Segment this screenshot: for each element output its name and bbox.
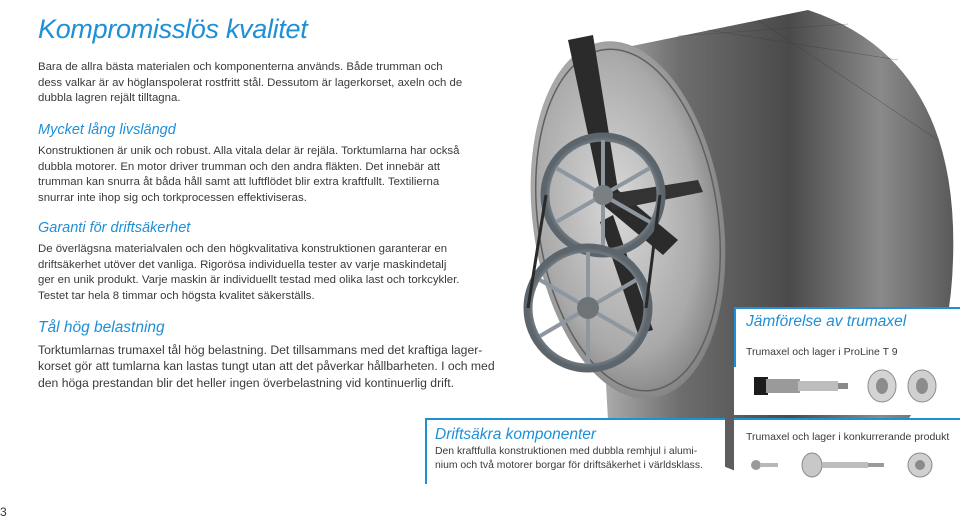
proline-axle-image — [754, 365, 944, 405]
warranty-line: driftsäkerhet utöver det vanliga. Rigorösa individuella tester av varje maskindetalj — [38, 258, 447, 271]
longevity-line: trumman kan snurra åt båda håll samt att luftflödet blir extra kraftfullt. Textilierna — [38, 176, 440, 189]
section-heading-longevity: Mycket lång livslängd — [38, 122, 176, 138]
competitor-caption: Trumaxel och lager i konkurrerande produkt — [746, 431, 950, 443]
components-paragraph — [435, 445, 703, 472]
warranty-line: ger en unik produkt. Varje maskin är individuellt testad med olika last och torkcykler. — [38, 274, 460, 287]
intro-line: Bara de allra bästa materialen och komponenterna används. Både trumman och — [38, 61, 443, 73]
longevity-line: snurrar inte ihop sig och torkprocessen effektiviseras. — [38, 191, 307, 204]
longevity-line: dubbla motorer. En motor driver trumman och den andra fläkten. Det innebär att — [38, 160, 441, 173]
components-line: nium och två motorer borgar för driftsäkerhet i världsklass. — [435, 459, 703, 471]
components-heading: Driftsäkra komponenter — [435, 426, 597, 443]
longevity-line: Konstruktionen är unik och robust. Alla vitala delar är rejäla. Torktumlarna har också — [38, 145, 460, 157]
panel-divider — [425, 418, 427, 484]
load-line: Torktumlarnas trumaxel tål hög belastning. Det tillsammans med det kraftiga lager- — [38, 343, 483, 357]
panel-divider — [734, 307, 736, 367]
load-line: korset gör att tumlarna kan lastas tungt utan att det påverkar hållbarheten. I och med — [38, 359, 495, 374]
warranty-line: De överlägsna materialvalen och den högkvalitativa konstruktionen garanterar en — [38, 243, 448, 255]
components-line: Den kraftfulla konstruktionen med dubbla remhjul i alumi- — [435, 446, 698, 457]
comparison-panel — [734, 307, 960, 415]
panel-divider — [734, 418, 960, 420]
page-number: 3 — [0, 505, 7, 519]
section-heading-load: Tål hög belastning — [38, 319, 165, 336]
intro-line: dess valkar är av höglanspolerat rostfritt stål. Dessutom är lagerkorset, axeln och de — [38, 76, 463, 89]
load-line: den höga prestandan blir det heller ingen överbelastning vid kontinuerlig drift. — [38, 375, 454, 390]
components-panel — [425, 418, 725, 502]
panel-divider — [734, 307, 960, 309]
warranty-line: Testet tar hela 8 timmar och högsta kvalitet säkerställs. — [38, 289, 315, 302]
competitor-axle-image — [750, 450, 950, 480]
panel-divider — [425, 418, 725, 420]
intro-line: dubbla lagren rejält tilltagna. — [38, 92, 181, 105]
page-title: Kompromisslös kvalitet — [38, 14, 308, 44]
comparison-heading: Jämförelse av trumaxel — [746, 313, 907, 330]
proline-caption: Trumaxel och lager i ProLine T 9 — [746, 346, 898, 358]
competitor-panel — [734, 418, 960, 502]
section-heading-warranty: Garanti för driftsäkerhet — [38, 220, 191, 236]
